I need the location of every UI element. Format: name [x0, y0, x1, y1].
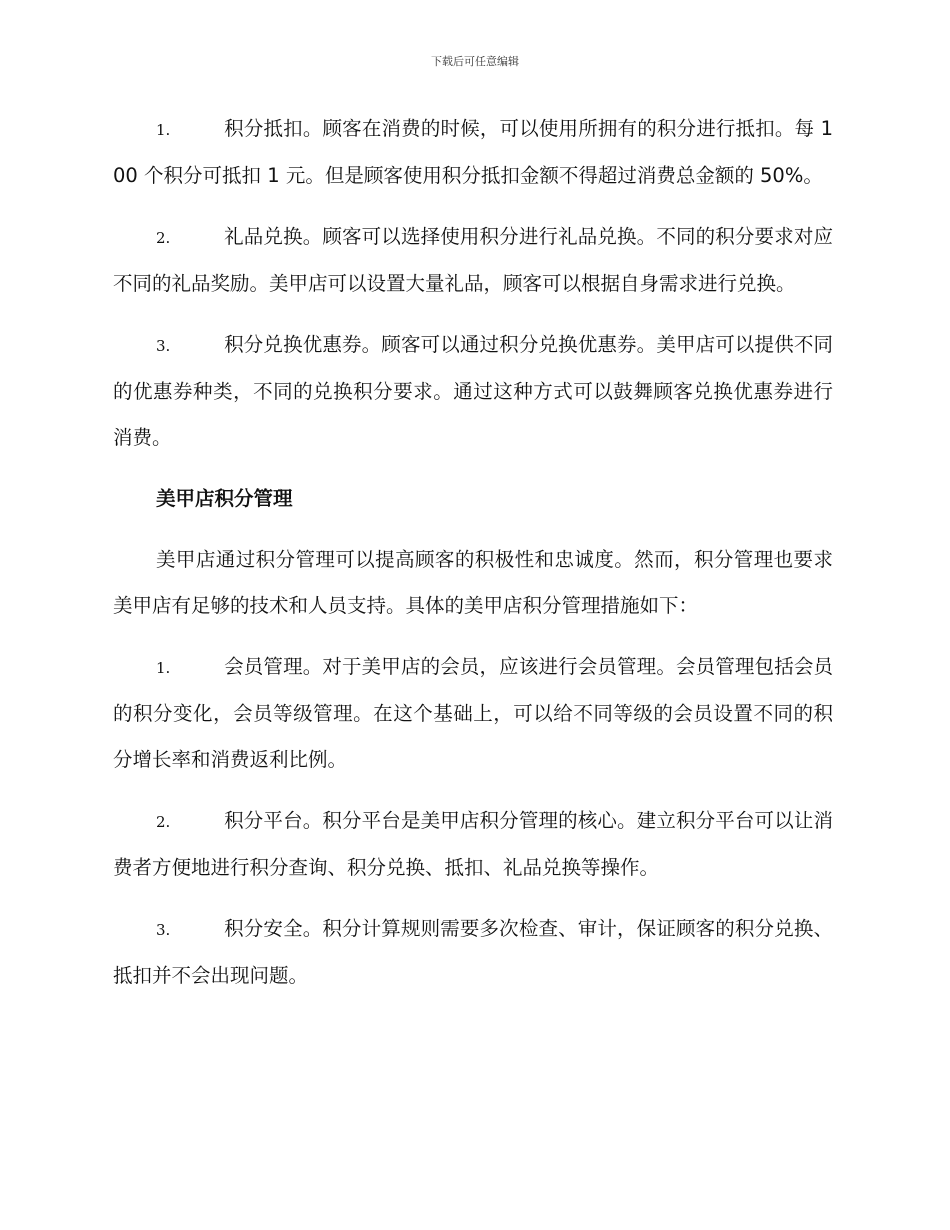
section-intro: 美甲店通过积分管理可以提高顾客的积极性和忠诚度。然而，积分管理也要求美甲店有足够的技术和人员支持。具体的美甲店积分管理措施如下： — [113, 548, 833, 617]
list-number: 2. — [156, 813, 171, 831]
list-number: 1. — [156, 659, 171, 677]
list-item-text: 礼品兑换。顾客可以选择使用积分进行礼品兑换。不同的积分要求对应不同的礼品奖励。美甲店可以设置大量礼品，顾客可以根据自身需求进行兑换。 — [113, 225, 833, 295]
list-item-text: 积分平台。积分平台是美甲店积分管理的核心。建立积分平台可以让消费者方便地进行积分查询、积分兑换、抵扣、礼品兑换等操作。 — [113, 809, 833, 879]
document-body — [113, 106, 833, 1014]
header-note: 下载后可任意编辑 — [431, 55, 519, 68]
list-item — [113, 798, 833, 891]
list-item — [113, 906, 833, 999]
list-item — [113, 322, 833, 461]
list-number: 1. — [156, 121, 171, 139]
list-item — [113, 644, 833, 783]
list-item — [113, 214, 833, 307]
list-item-text: 积分兑换优惠券。顾客可以通过积分兑换优惠券。美甲店可以提供不同的优惠券种类，不同的兑换积分要求。通过这种方式可以鼓舞顾客兑换优惠券进行消费。 — [113, 333, 833, 449]
list-number: 2. — [156, 229, 171, 247]
section-heading: 美甲店积分管理 — [156, 487, 293, 510]
list-item-text: 会员管理。对于美甲店的会员，应该进行会员管理。会员管理包括会员的积分变化，会员等级管理。在这个基础上，可以给不同等级的会员设置不同的积分增长率和消费返利比例。 — [113, 655, 833, 771]
list-item-text: 积分安全。积分计算规则需要多次检查、审计，保证顾客的积分兑换、抵扣并不会出现问题。 — [113, 917, 833, 987]
list-number: 3. — [156, 921, 171, 939]
list-item — [113, 106, 833, 199]
list-number: 3. — [156, 337, 171, 355]
list-item-text: 积分抵扣。顾客在消费的时候，可以使用所拥有的积分进行抵扣。每 100 个积分可抵扣 1 元。但是顾客使用积分抵扣金额不得超过消费总金额的 50%。 — [113, 117, 833, 187]
